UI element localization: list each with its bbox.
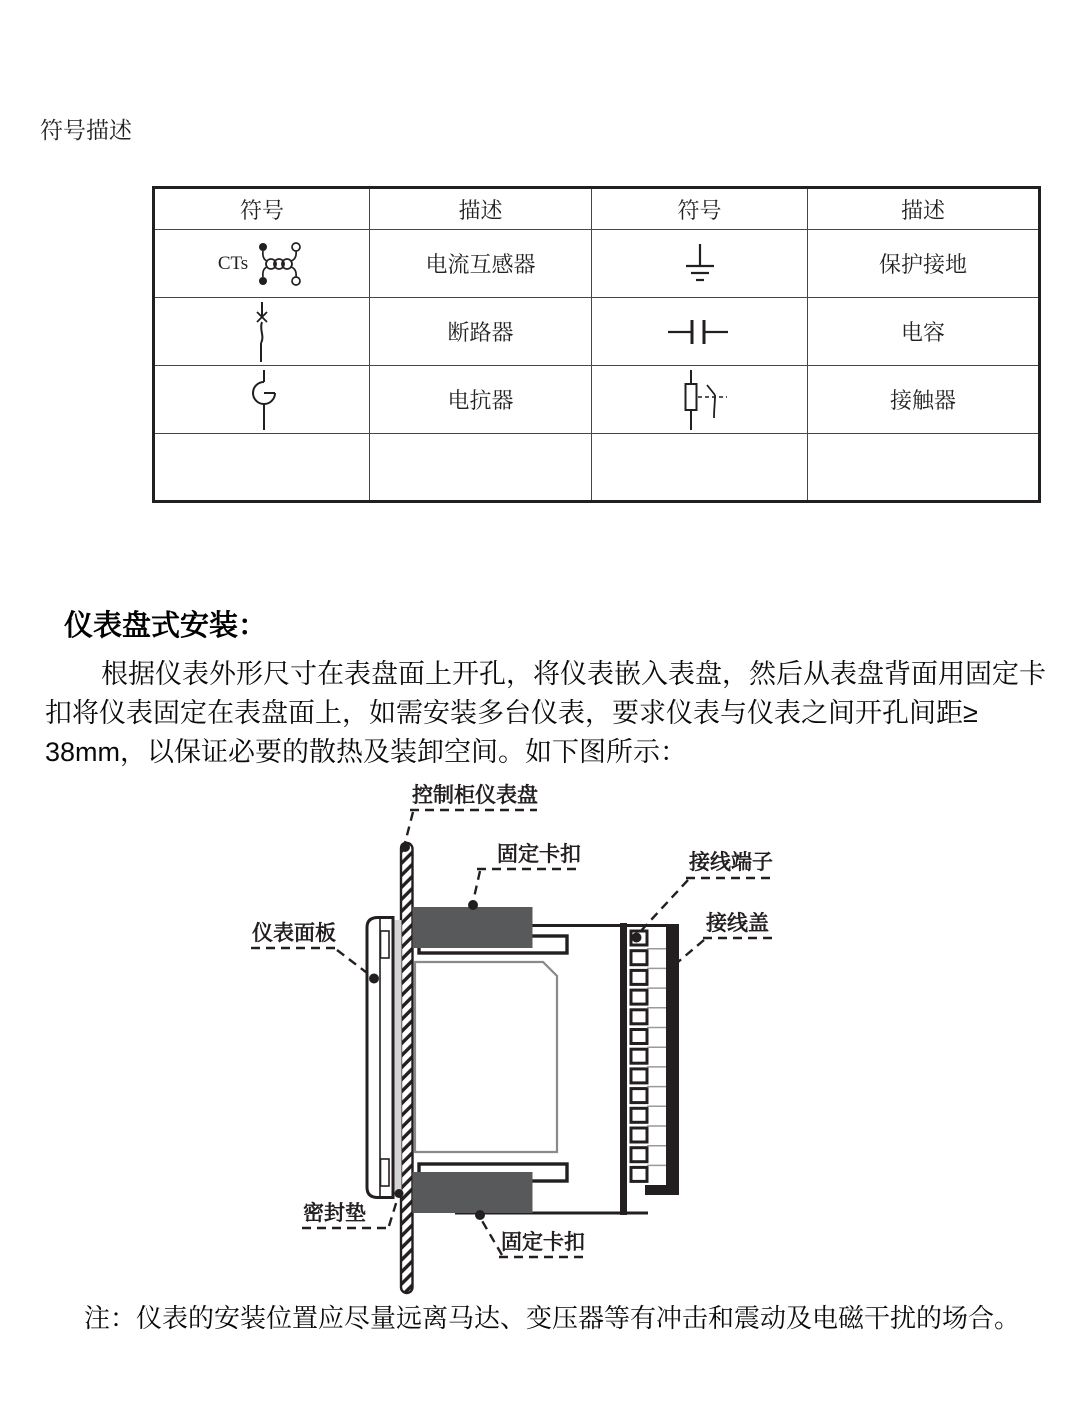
- table-row: [154, 230, 1040, 298]
- leader-dot: [369, 974, 379, 984]
- label-fixing-clip-top: 固定卡扣: [497, 843, 581, 866]
- desc-cell: 接触器: [808, 366, 1040, 434]
- ct-text: CTs: [217, 252, 249, 274]
- install-paragraph: [45, 655, 1047, 772]
- paragraph-line: 扣将仪表固定在表盘面上，如需安装多台仪表，要求仪表与仪表之间开孔间距≥: [45, 698, 978, 728]
- symbol-table: [152, 186, 1041, 503]
- ground-icon: [672, 239, 728, 289]
- label-fixing-clip-bottom: 固定卡扣: [501, 1231, 585, 1254]
- fixing-clip-bottom: [413, 1172, 533, 1213]
- leader-dot: [632, 933, 642, 943]
- col-header-desc-1: 描述: [370, 188, 592, 230]
- label-terminal: 接线端子: [689, 851, 773, 874]
- sealing-gasket: [394, 920, 402, 1197]
- page-title: 符号描述: [40, 118, 132, 143]
- breaker-icon: [244, 300, 280, 364]
- col-header-symbol-2: 符号: [592, 188, 808, 230]
- table-row: [154, 366, 1040, 434]
- paragraph-line: 38mm，以保证必要的散热及装卸空间。如下图所示：: [45, 737, 688, 767]
- leader-dot: [395, 1189, 404, 1198]
- installation-note: 注：仪表的安装位置应尽量远离马达、变压器等有冲击和震动及电磁干扰的场合。: [84, 1303, 1021, 1333]
- reactor-symbol: [155, 368, 369, 432]
- label-cabinet-panel: 控制柜仪表盘: [412, 784, 538, 807]
- table-header-row: [154, 188, 1040, 230]
- label-gasket: 密封垫: [303, 1202, 366, 1225]
- leader-dot: [400, 842, 410, 852]
- contactor-icon: [665, 368, 735, 432]
- desc-cell: 保护接地: [808, 230, 1040, 298]
- col-header-desc-2: 描述: [808, 188, 1040, 230]
- desc-cell: 电容: [808, 298, 1040, 366]
- ct-coils-icon: [254, 238, 306, 290]
- installation-diagram: [0, 775, 1080, 1310]
- fixing-clip-top: [413, 907, 533, 948]
- meter-body: [415, 962, 557, 1152]
- protective-earth-symbol: [592, 239, 807, 289]
- wiring-cover-bar: [666, 924, 679, 1192]
- desc-cell: 电流互感器: [370, 230, 592, 298]
- table-row-empty: [154, 434, 1040, 502]
- contactor-symbol: [592, 368, 807, 432]
- terminal-block: [620, 923, 679, 1215]
- leader-dot: [475, 1210, 485, 1220]
- label-meter-panel: 仪表面板: [252, 922, 336, 945]
- circuit-breaker-symbol: [155, 300, 369, 364]
- capacitor-icon: [660, 314, 740, 350]
- col-header-symbol-1: 符号: [154, 188, 370, 230]
- capacitor-symbol: [592, 314, 807, 350]
- meter-front-bezel: [367, 918, 393, 1198]
- table-row: [154, 298, 1040, 366]
- desc-cell: 电抗器: [370, 366, 592, 434]
- desc-cell: 断路器: [370, 298, 592, 366]
- reactor-icon: [238, 368, 286, 432]
- current-transformer-symbol: [155, 238, 369, 290]
- cabinet-panel-wall: [401, 843, 413, 1293]
- label-wiring-cover: 接线盖: [706, 912, 769, 935]
- paragraph-line: 根据仪表外形尺寸在表盘面上开孔，将仪表嵌入表盘，然后从表盘背面用固定卡: [101, 659, 1046, 689]
- leader-dot: [468, 900, 478, 910]
- section-heading: 仪表盘式安装：: [64, 610, 268, 642]
